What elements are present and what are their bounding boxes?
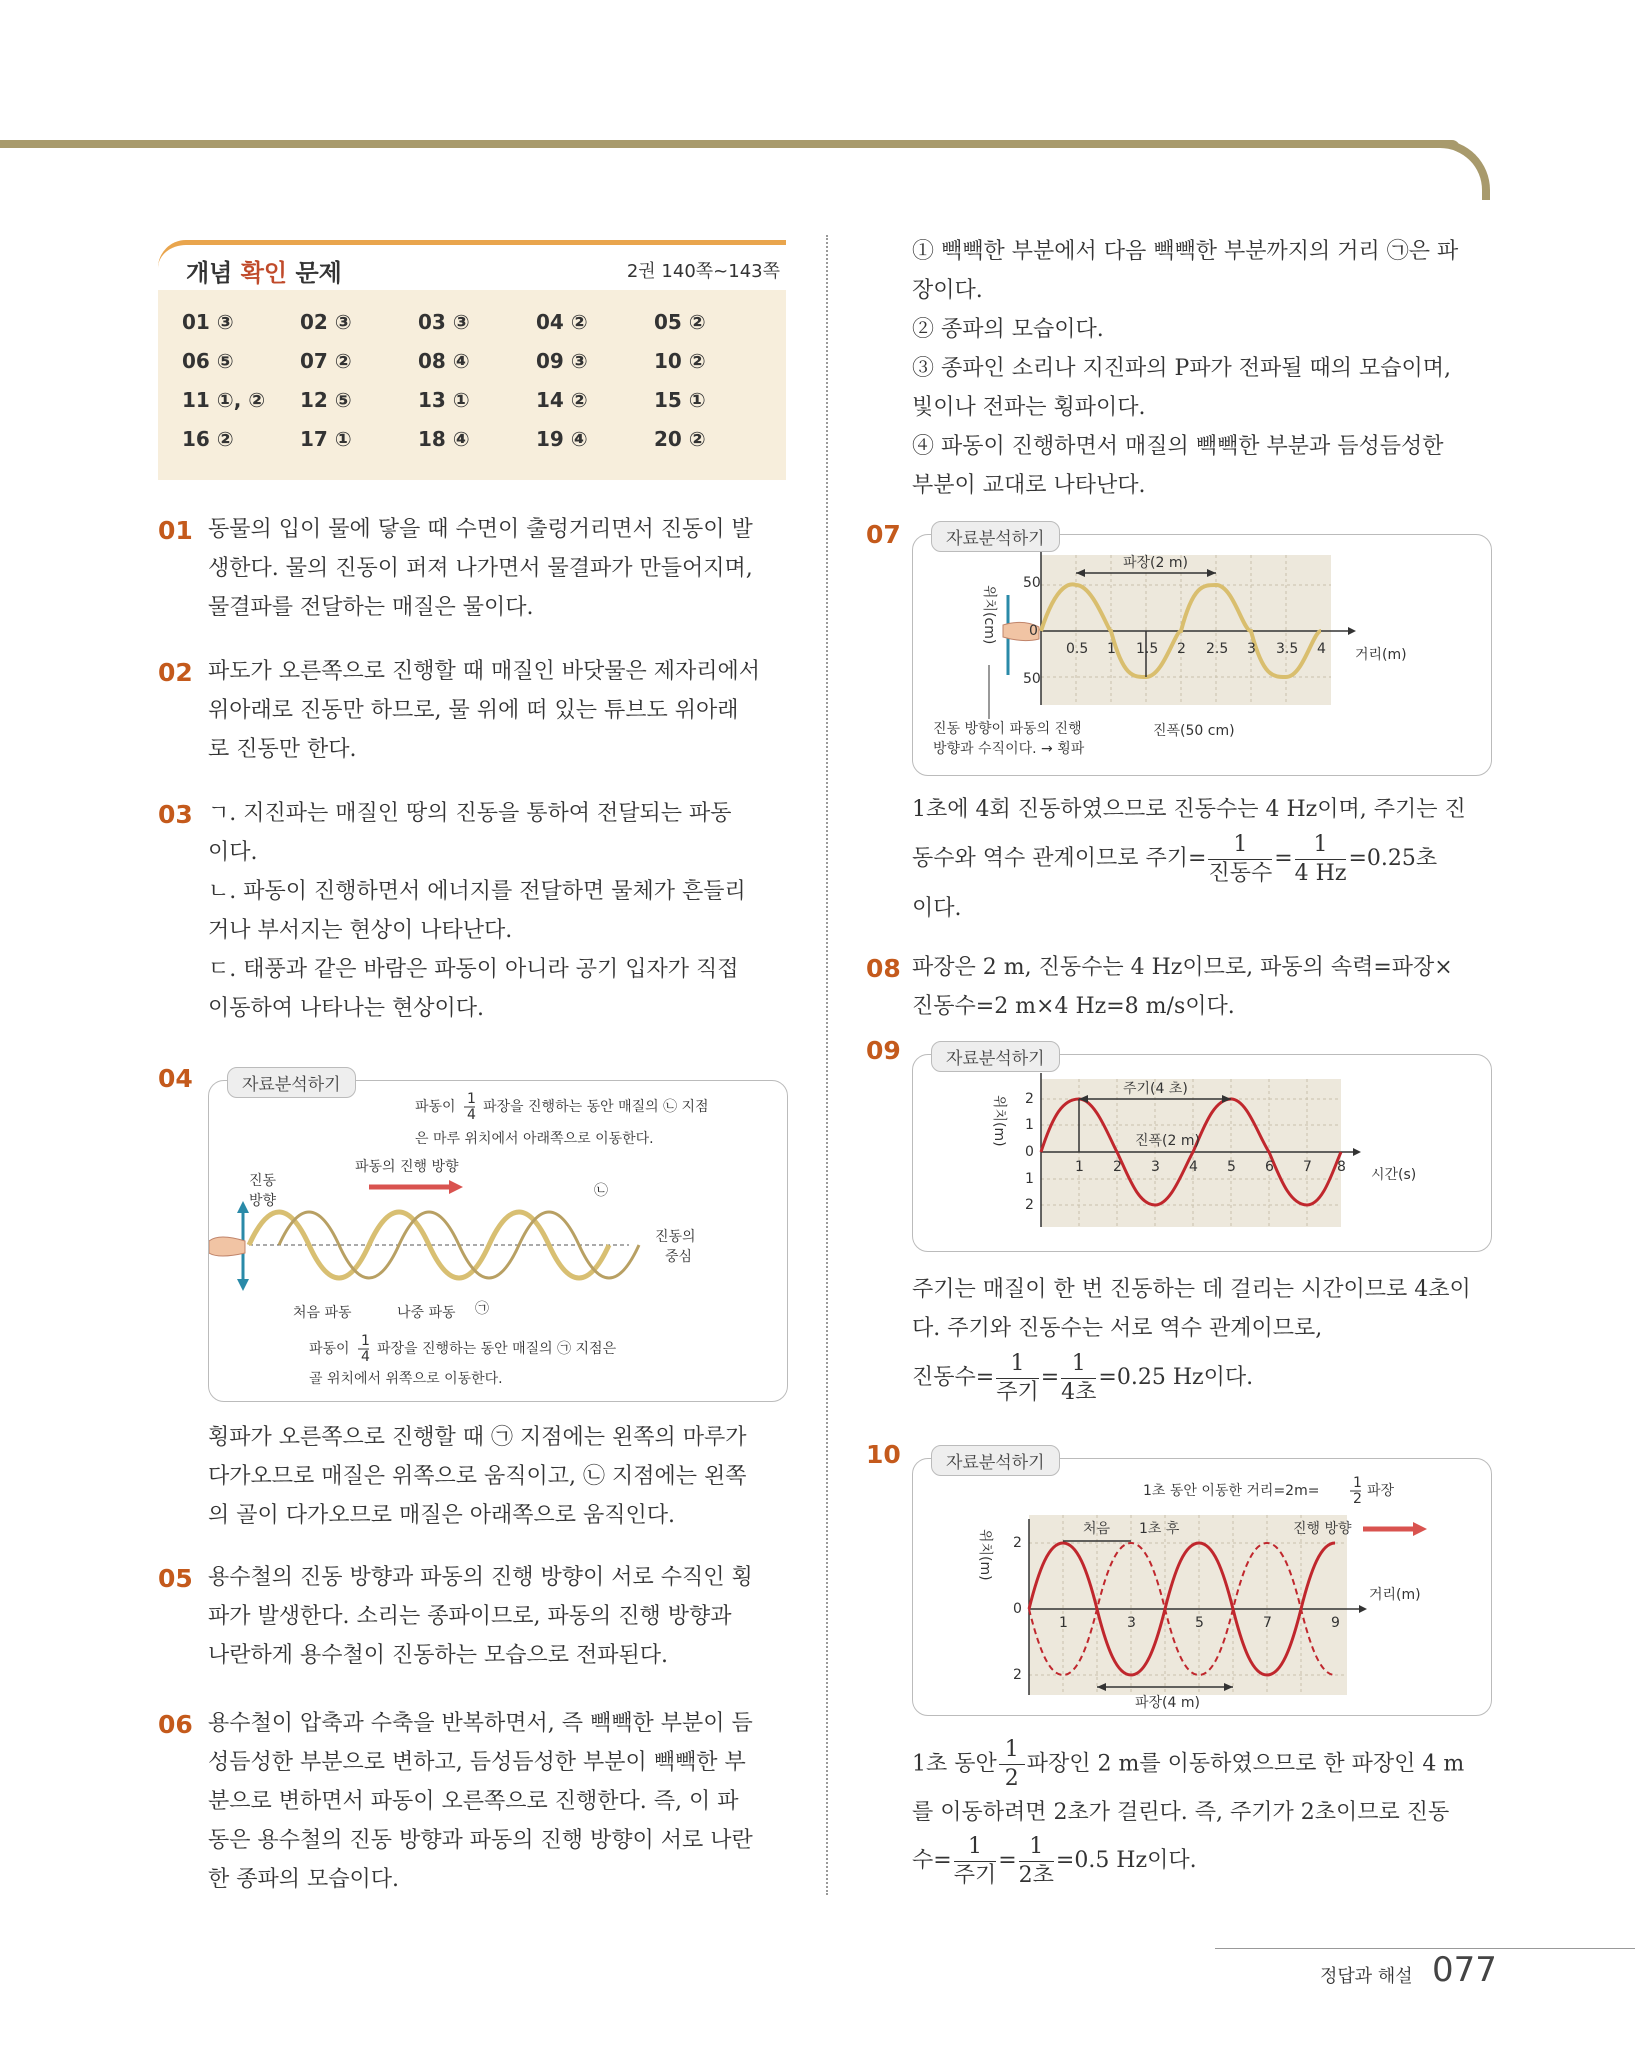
text-line: 동물의 입이 물에 닿을 때 수면이 출렁거리면서 진동이 발 bbox=[208, 517, 753, 542]
page-number: 077 bbox=[1432, 1950, 1497, 1990]
note-text: 파동이 bbox=[415, 1099, 456, 1115]
fraction-den: 2 bbox=[1353, 1491, 1362, 1507]
y-tick: 1 bbox=[1025, 1171, 1034, 1187]
concept-check-reference: 2권 140쪽~143쪽 bbox=[626, 261, 780, 282]
label-text: 진동 bbox=[249, 1173, 277, 1189]
x-tick: 8 bbox=[1337, 1159, 1346, 1175]
wavelength-label: 파장(2 m) bbox=[1123, 555, 1188, 571]
question-number: 04 bbox=[158, 1064, 193, 1093]
period-label: 주기(4 초) bbox=[1123, 1081, 1188, 1097]
column-divider bbox=[826, 235, 828, 1895]
x-axis-arrow bbox=[1359, 1605, 1367, 1613]
point-label: ㉡ bbox=[594, 1183, 608, 1199]
text-line: 거나 부서지는 현상이 나타난다. bbox=[208, 918, 513, 943]
text-line: 용수철의 진동 방향과 파동의 진행 방향이 서로 수직인 횡 bbox=[208, 1565, 753, 1590]
text-line: 나란하게 용수철이 진동하는 모습으로 전파된다. bbox=[208, 1643, 669, 1668]
answer-item: 05 ② bbox=[654, 310, 706, 334]
x-tick: 3 bbox=[1247, 641, 1256, 657]
answer-explanation bbox=[912, 232, 1458, 505]
answer-item: 19 ④ bbox=[536, 427, 588, 451]
answer-item: 02 ③ bbox=[300, 310, 352, 334]
answer-item: 06 ⑤ bbox=[182, 349, 234, 373]
label-text: 중심 bbox=[665, 1249, 693, 1265]
text-line: 파도가 오른쪽으로 진행할 때 매질인 바닷물은 제자리에서 bbox=[208, 659, 761, 684]
y-axis-label: 위치(m) bbox=[977, 1529, 993, 1581]
text-line: 빛이나 전파는 횡파이다. bbox=[912, 395, 1146, 420]
fraction-den: 4 Hz bbox=[1294, 860, 1347, 886]
question-number: 03 bbox=[158, 800, 193, 829]
note-text: 골 위치에서 위쪽으로 이동한다. bbox=[309, 1371, 503, 1387]
x-tick: 1 bbox=[1059, 1615, 1068, 1631]
hand-icon bbox=[209, 1237, 245, 1256]
text-line: 이다. bbox=[912, 896, 962, 921]
fraction-den: 2초 bbox=[1018, 1862, 1054, 1888]
question-number: 09 bbox=[866, 1036, 901, 1065]
answer-item: 10 ② bbox=[654, 349, 706, 373]
footer-rule bbox=[1215, 1948, 1635, 1949]
text-line: 1초에 4회 진동하였으므로 진동수는 4 Hz이며, 주기는 진 bbox=[912, 797, 1466, 822]
question-number: 10 bbox=[866, 1440, 901, 1469]
answer-item: 17 ① bbox=[300, 427, 352, 451]
fraction-den: 진동수 bbox=[1208, 860, 1273, 886]
panel-tag: 자료분석하기 bbox=[931, 1041, 1060, 1072]
answer-item: 01 ③ bbox=[182, 310, 234, 334]
question-number: 08 bbox=[866, 954, 901, 983]
top-rule bbox=[0, 140, 1460, 148]
title-accent: 확인 bbox=[240, 259, 288, 287]
x-tick: 5 bbox=[1195, 1615, 1204, 1631]
text-line: ③ 종파인 소리나 지진파의 P파가 전파될 때의 모습이며, bbox=[912, 356, 1452, 381]
x-tick: 1.5 bbox=[1136, 641, 1159, 657]
equation-line: 수= $\frac{1}{\text{주기}}$ = $\frac{1}{\text{2초}}$ =0.5 Hz이다. bbox=[912, 1833, 1197, 1888]
x-tick: 9 bbox=[1331, 1615, 1340, 1631]
answer-grid bbox=[182, 310, 772, 455]
fraction bbox=[999, 1736, 1025, 1793]
x-tick: 0.5 bbox=[1066, 641, 1089, 657]
note-text: 파장을 진행하는 동안 매질의 ㉠ 지점은 bbox=[377, 1341, 617, 1357]
label-text: 처음 파동 bbox=[293, 1305, 352, 1321]
wave-time-graph bbox=[913, 1055, 1491, 1251]
note-text: 진동 방향이 파동의 진행 bbox=[933, 721, 1082, 737]
answer-explanation bbox=[208, 794, 746, 1028]
answer-item: 13 ① bbox=[418, 388, 470, 412]
text-line: 분으로 변하면서 파동이 오른쪽으로 진행한다. 즉, 이 파 bbox=[208, 1789, 739, 1814]
text-line: 장이다. bbox=[912, 278, 983, 303]
answer-item: 03 ③ bbox=[418, 310, 470, 334]
answer-explanation bbox=[912, 1270, 1471, 1408]
wavelength-label: 파장(4 m) bbox=[1135, 1695, 1200, 1711]
text-line: 진동수=2 m×4 Hz=8 m/s이다. bbox=[912, 994, 1235, 1019]
fraction-den: 4 bbox=[361, 1349, 370, 1365]
data-analysis-panel bbox=[208, 1075, 788, 1402]
answer-explanation bbox=[208, 652, 760, 769]
fraction-num: 1 bbox=[361, 1333, 370, 1349]
text-line: 주기는 매질이 한 번 진동하는 데 걸리는 시간이므로 4초이 bbox=[912, 1277, 1471, 1302]
y-tick: 2 bbox=[1025, 1197, 1034, 1213]
vibration-arrowhead bbox=[237, 1201, 249, 1213]
fraction-num: 1 bbox=[1353, 1475, 1362, 1491]
text-line: 횡파가 오른쪽으로 진행할 때 ㉠ 지점에는 왼쪽의 마루가 bbox=[208, 1425, 747, 1450]
data-analysis-panel bbox=[912, 1453, 1492, 1716]
y-tick: 2 bbox=[1013, 1535, 1022, 1551]
x-tick: 3 bbox=[1127, 1615, 1136, 1631]
question-number: 07 bbox=[866, 520, 901, 549]
title-part: 개념 bbox=[186, 259, 241, 287]
y-tick: 1 bbox=[1025, 1117, 1034, 1133]
x-tick: 7 bbox=[1263, 1615, 1272, 1631]
text-segment: 수= bbox=[912, 1848, 952, 1873]
fraction bbox=[1019, 1833, 1054, 1890]
fraction-den: 주기 bbox=[996, 1379, 1039, 1405]
y-tick: 0 bbox=[1025, 1144, 1034, 1160]
text-line: ㄷ. 태풍과 같은 바람은 파동이 아니라 공기 입자가 직접 bbox=[208, 957, 739, 982]
x-tick: 5 bbox=[1227, 1159, 1236, 1175]
x-tick: 6 bbox=[1265, 1159, 1274, 1175]
text-segment: =0.25 Hz이다. bbox=[1098, 1365, 1254, 1390]
answer-explanation bbox=[208, 1558, 753, 1675]
y-tick: 50 bbox=[1023, 575, 1041, 591]
x-tick: 3 bbox=[1151, 1159, 1160, 1175]
text-line: 를 이동하려면 2초가 걸린다. 즉, 주기가 2초이므로 진동 bbox=[912, 1800, 1450, 1825]
x-axis-arrow bbox=[1348, 627, 1356, 635]
fraction-num: 1 bbox=[999, 1736, 1025, 1765]
answer-explanation bbox=[912, 948, 1453, 1026]
amplitude-label: 진폭(2 m) bbox=[1135, 1133, 1200, 1149]
text-line: ㄱ. 지진파는 매질인 땅의 진동을 통하여 전달되는 파동 bbox=[208, 801, 732, 826]
label-text: 처음 bbox=[1083, 1521, 1111, 1537]
x-tick: 1 bbox=[1075, 1159, 1084, 1175]
text-line: 부분이 교대로 나타난다. bbox=[912, 473, 1146, 498]
label-text: 1초 후 bbox=[1139, 1521, 1180, 1537]
equation-line: 동수와 역수 관계이므로 주기= $\frac{1}{\text{진동수}}$ = $\frac{1}{4 Hz}$ =0.25초 bbox=[912, 831, 1438, 886]
fraction-den: 4초 bbox=[1061, 1379, 1097, 1405]
text-line: 의 골이 다가오므로 매질은 아래쪽으로 움직인다. bbox=[208, 1503, 676, 1528]
label-text: 방향 bbox=[249, 1193, 277, 1209]
answer-explanation bbox=[208, 510, 753, 627]
answer-item: 16 ② bbox=[182, 427, 234, 451]
footer-label: 정답과 해설 bbox=[1320, 1966, 1413, 1987]
x-tick: 2 bbox=[1113, 1159, 1122, 1175]
fraction-den: 4 bbox=[467, 1107, 476, 1123]
fraction bbox=[954, 1833, 997, 1890]
text-line: 성듬성한 부분으로 변하고, 듬성듬성한 부분이 빽빽한 부 bbox=[208, 1750, 746, 1775]
y-tick: 2 bbox=[1025, 1091, 1034, 1107]
label-text: 나중 파동 bbox=[397, 1305, 456, 1321]
note-text: 파동이 bbox=[309, 1341, 350, 1357]
text-line: 다. 주기와 진동수는 서로 역수 관계이므로, bbox=[912, 1316, 1323, 1341]
x-tick: 2.5 bbox=[1206, 641, 1229, 657]
question-number: 02 bbox=[158, 658, 193, 687]
answer-item: 18 ④ bbox=[418, 427, 470, 451]
panel-tag: 자료분석하기 bbox=[931, 1445, 1060, 1476]
text-segment: =0.25초 bbox=[1348, 846, 1438, 871]
panel-tag: 자료분석하기 bbox=[227, 1067, 356, 1098]
wave-propagation-graph bbox=[913, 1459, 1491, 1715]
note-text: 파장을 진행하는 동안 매질의 ㉡ 지점 bbox=[483, 1099, 709, 1115]
answer-item: 14 ② bbox=[536, 388, 588, 412]
point-label: ㉠ bbox=[475, 1301, 489, 1317]
note-text: 1초 동안 이동한 거리=2m= bbox=[1143, 1483, 1320, 1499]
answer-item: 09 ③ bbox=[536, 349, 588, 373]
y-tick: 50 bbox=[1023, 671, 1041, 687]
x-tick: 4 bbox=[1317, 641, 1326, 657]
fraction-num: 1 bbox=[996, 1350, 1039, 1379]
equation-line: 진동수= $\frac{1}{\text{주기}}$ = $\frac{1}{\text{4초}}$ =0.25 Hz이다. bbox=[912, 1350, 1254, 1405]
answer-item: 12 ⑤ bbox=[300, 388, 352, 412]
note-text: 파장 bbox=[1367, 1483, 1395, 1499]
concept-check-header bbox=[158, 240, 786, 290]
fraction-num: 1 bbox=[467, 1091, 476, 1107]
fraction-num: 1 bbox=[1061, 1350, 1096, 1379]
first-wave bbox=[249, 1212, 609, 1278]
answer-explanation bbox=[912, 790, 1466, 928]
answer-explanation bbox=[912, 1736, 1464, 1890]
text-line: 파장은 2 m, 진동수는 4 Hz이므로, 파동의 속력=파장× bbox=[912, 955, 1453, 980]
fraction-den: 2 bbox=[1004, 1766, 1019, 1791]
answer-explanation bbox=[208, 1418, 747, 1535]
x-axis-label: 시간(s) bbox=[1371, 1167, 1417, 1183]
text-segment: 동수와 역수 관계이므로 주기= bbox=[912, 846, 1207, 871]
text-segment: 1초 동안 bbox=[912, 1751, 997, 1777]
fraction-num: 1 bbox=[1295, 831, 1347, 860]
text-line: ④ 파동이 진행하면서 매질의 빽빽한 부분과 듬성듬성한 bbox=[912, 434, 1444, 459]
x-tick: 2 bbox=[1177, 641, 1186, 657]
question-number: 01 bbox=[158, 516, 193, 545]
x-axis-label: 거리(m) bbox=[1369, 1587, 1421, 1603]
fraction-den: 주기 bbox=[953, 1862, 997, 1888]
data-analysis-panel bbox=[912, 529, 1492, 776]
question-number: 06 bbox=[158, 1710, 193, 1739]
answer-item: 07 ② bbox=[300, 349, 352, 373]
graph-background bbox=[1041, 555, 1331, 705]
text-line: 파가 발생한다. 소리는 종파이므로, 파동의 진행 방향과 bbox=[208, 1604, 732, 1629]
text-line: 위아래로 진동만 하므로, 물 위에 떠 있는 튜브도 위아래 bbox=[208, 698, 739, 723]
x-axis-label: 거리(m) bbox=[1355, 647, 1407, 663]
text-line: ① 빽빽한 부분에서 다음 빽빽한 부분까지의 거리 ㉠은 파 bbox=[912, 239, 1459, 264]
text-line: 물결파를 전달하는 매질은 물이다. bbox=[208, 595, 534, 620]
answer-item: 11 ①, ② bbox=[182, 388, 266, 412]
transverse-wave-figure bbox=[209, 1081, 787, 1401]
answer-item: 04 ② bbox=[536, 310, 588, 334]
fraction bbox=[1295, 831, 1347, 888]
fraction-num: 1 bbox=[1208, 831, 1272, 860]
panel-tag: 자료분석하기 bbox=[931, 521, 1060, 552]
top-rule-curve bbox=[1430, 140, 1490, 200]
x-tick: 3.5 bbox=[1276, 641, 1299, 657]
x-tick: 7 bbox=[1303, 1159, 1312, 1175]
x-tick: 1 bbox=[1107, 641, 1116, 657]
x-tick: 4 bbox=[1189, 1159, 1198, 1175]
fraction bbox=[1208, 831, 1272, 888]
text-line: 생한다. 물의 진동이 퍼져 나가면서 물결파가 만들어지며, bbox=[208, 556, 753, 581]
y-tick: 0 bbox=[1013, 1601, 1022, 1617]
direction-arrowhead bbox=[449, 1180, 463, 1194]
label-text: 파동의 진행 방향 bbox=[355, 1159, 459, 1175]
answer-item: 08 ④ bbox=[418, 349, 470, 373]
note-text: 은 마루 위치에서 아래쪽으로 이동한다. bbox=[415, 1131, 654, 1147]
answer-item: 20 ② bbox=[654, 427, 706, 451]
text-line: 동은 용수철의 진동 방향과 파동의 진행 방향이 서로 나란 bbox=[208, 1828, 753, 1853]
amplitude-label: 진폭(50 cm) bbox=[1153, 723, 1235, 739]
text-line: 이동하여 나타나는 현상이다. bbox=[208, 996, 485, 1021]
label-text: 진동의 bbox=[655, 1229, 696, 1245]
x-axis-arrow bbox=[1353, 1148, 1361, 1156]
y-tick: 2 bbox=[1013, 1667, 1022, 1683]
vibration-arrowhead bbox=[237, 1279, 249, 1291]
text-segment: 진동수= bbox=[912, 1365, 995, 1390]
answer-explanation bbox=[208, 1704, 753, 1899]
fraction-num: 1 bbox=[954, 1833, 997, 1862]
note-text: 방향과 수직이다. → 횡파 bbox=[933, 741, 1085, 757]
text-line: 이다. bbox=[208, 840, 258, 865]
label-text: 진행 방향 bbox=[1293, 1521, 1352, 1537]
answer-item: 15 ① bbox=[654, 388, 706, 412]
y-axis-label: 위치(cm) bbox=[981, 585, 997, 645]
text-line: ② 종파의 모습이다. bbox=[912, 317, 1104, 342]
text-segment: =0.5 Hz이다. bbox=[1055, 1848, 1197, 1873]
question-number: 05 bbox=[158, 1564, 193, 1593]
text-line: 용수철이 압축과 수축을 반복하면서, 즉 빽빽한 부분이 듬 bbox=[208, 1711, 753, 1736]
text-line: 한 종파의 모습이다. bbox=[208, 1867, 399, 1892]
direction-arrowhead bbox=[1413, 1522, 1427, 1536]
text-line: ㄴ. 파동이 진행하면서 에너지를 전달하면 물체가 흔들리 bbox=[208, 879, 746, 904]
fraction-num: 1 bbox=[1019, 1833, 1054, 1862]
wave-distance-graph bbox=[913, 535, 1491, 775]
text-line: 다가오므로 매질은 위쪽으로 움직이고, ㉡ 지점에는 왼쪽 bbox=[208, 1464, 747, 1489]
data-analysis-panel bbox=[912, 1049, 1492, 1252]
fraction bbox=[1061, 1350, 1096, 1407]
text-segment: 파장인 2 m를 이동하였으므로 한 파장인 4 m bbox=[1026, 1751, 1465, 1777]
fraction bbox=[996, 1350, 1039, 1407]
y-axis-label: 위치(m) bbox=[991, 1095, 1007, 1147]
concept-check-box bbox=[158, 240, 786, 480]
concept-check-title bbox=[186, 253, 342, 288]
equation-line bbox=[912, 1736, 1464, 1793]
y-tick: 0 bbox=[1029, 623, 1038, 639]
title-part: 문제 bbox=[287, 259, 342, 287]
text-line: 로 진동만 한다. bbox=[208, 737, 357, 762]
